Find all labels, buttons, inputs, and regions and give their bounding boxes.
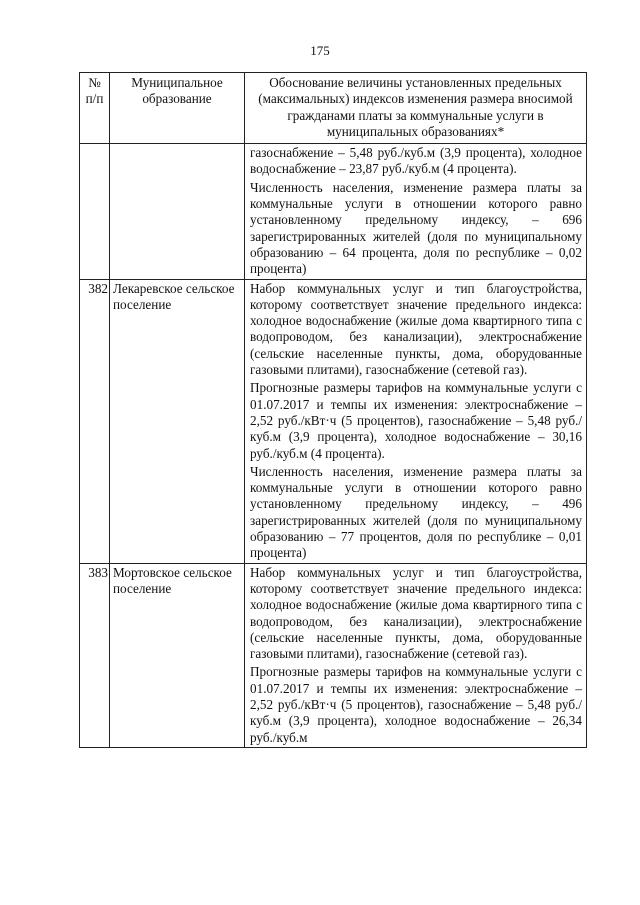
header-justification: Обоснование величины установленных предельных (максимальных) индексов изменения размера вносимой гражданами платы за коммунальные услуги в муниципальных образованиях* (245, 73, 587, 144)
justification-paragraph: Численность населения, изменение размера платы за коммунальные услуги в отношении которого равно установленному предельному индексу, – 496 зарегистрированных жителей (доля по муниципальному образованию – 77 процентов, доля по республике – 0,01 процента) (250, 463, 582, 561)
row-number: 383 (80, 563, 110, 747)
row-justification (245, 144, 587, 279)
row-municipality: Лекаревское сельское поселение (110, 279, 245, 563)
tariff-index-table (79, 72, 587, 748)
justification-paragraph: Набор коммунальных услуг и тип благоустройства, которому соответствует значение предельного индекса: холодное водоснабжение (жилые дома квартирного типа с водопроводом, без канализации), электроснабжение (сельские населенные пункты, дома, оборудованные газовыми плитами), газоснабжение (сетевой газ). (250, 564, 582, 662)
row-justification (245, 563, 587, 747)
row-municipality: Мортовское сельское поселение (110, 563, 245, 747)
table-row (80, 563, 587, 747)
header-municipality: Муниципальное образование (110, 73, 245, 144)
table-row (80, 279, 587, 563)
justification-paragraph: Набор коммунальных услуг и тип благоустройства, которому соответствует значение предельного индекса: холодное водоснабжение (жилые дома квартирного типа с водопроводом, без канализации), электроснабжение (сельские населенные пункты, дома, оборудованные газовыми плитами), газоснабжение (сетевой газ). (250, 280, 582, 378)
row-municipality (110, 144, 245, 279)
page-number: 175 (310, 43, 330, 58)
justification-paragraph: газоснабжение – 5,48 руб./куб.м (3,9 процента), холодное водоснабжение – 23,87 руб./куб.м (4 процента). (250, 145, 582, 177)
table-row (80, 144, 587, 279)
justification-paragraph: Численность населения, изменение размера платы за коммунальные услуги в отношении которого равно установленному предельному индексу, – 696 зарегистрированных жителей (доля по муниципальному образованию – 64 процента, доля по республике – 0,02 процента) (250, 179, 582, 277)
row-number: 382 (80, 279, 110, 563)
row-number (80, 144, 110, 279)
row-justification (245, 279, 587, 563)
justification-paragraph: Прогнозные размеры тарифов на коммунальные услуги с 01.07.2017 и темпы их изменения: электроснабжение – 2,52 руб./кВт·ч (5 процентов), газоснабжение – 5,48 руб./куб.м (3,9 процента), холодное водоснабжение – 26,34 руб./куб.м (250, 664, 582, 745)
justification-paragraph: Прогнозные размеры тарифов на коммунальные услуги с 01.07.2017 и темпы их изменения: электроснабжение – 2,52 руб./кВт·ч (5 процентов), газоснабжение – 5,48 руб./куб.м (3,9 процента), холодное водоснабжение – 30,16 руб./куб.м (4 процента). (250, 380, 582, 461)
table-header-row (80, 73, 587, 144)
header-number: № п/п (80, 73, 110, 144)
